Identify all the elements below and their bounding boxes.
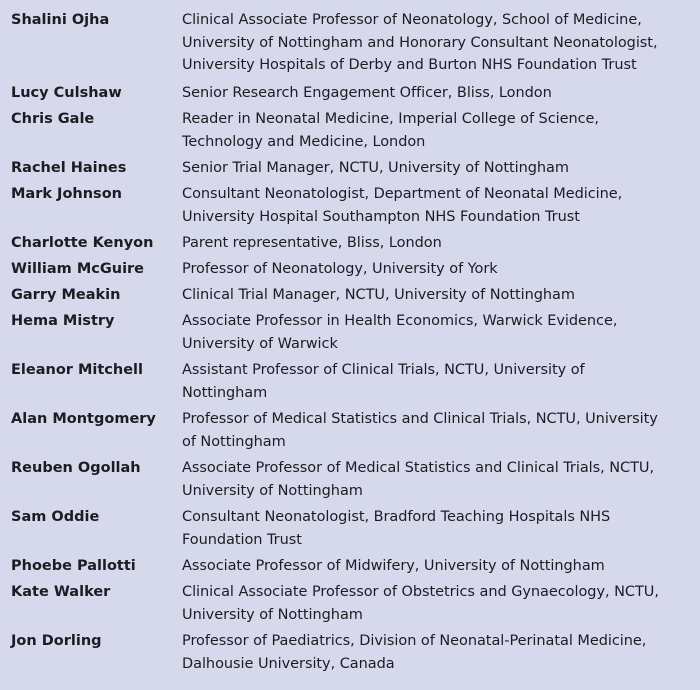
- affiliation-line: University of Nottingham: [182, 482, 363, 499]
- member-affiliation: [182, 408, 692, 453]
- affiliation-line: Professor of Paediatrics, Division of Neonatal-Perinatal Medicine,: [182, 633, 647, 649]
- member-affiliation: [182, 108, 692, 153]
- member-row: [0, 310, 700, 359]
- member-affiliation: [182, 183, 692, 228]
- member-name: Jon Dorling: [11, 633, 102, 649]
- affiliation-line: Clinical Associate Professor of Neonatology, School of Medicine,: [182, 12, 642, 28]
- member-name: Chris Gale: [11, 111, 95, 127]
- member-affiliation: [182, 82, 692, 105]
- affiliation-line: Technology and Medicine, London: [182, 133, 426, 150]
- member-name: Lucy Culshaw: [11, 85, 122, 101]
- member-name: Sam Oddie: [11, 509, 100, 525]
- affiliation-line: Parent representative, Bliss, London: [182, 235, 442, 251]
- member-name: Reuben Ogollah: [11, 460, 141, 476]
- member-name: Rachel Haines: [11, 160, 127, 176]
- member-row: [0, 359, 700, 408]
- member-name: Alan Montgomery: [11, 411, 156, 427]
- member-name: Mark Johnson: [11, 186, 122, 202]
- member-row: [0, 630, 700, 679]
- member-name: Eleanor Mitchell: [11, 362, 144, 378]
- affiliation-line: Dalhousie University, Canada: [182, 655, 395, 672]
- affiliation-line: Reader in Neonatal Medicine, Imperial College of Science,: [182, 111, 599, 127]
- affiliation-line: Foundation Trust: [182, 531, 302, 548]
- member-name: Kate Walker: [11, 584, 111, 600]
- affiliation-line: University of Nottingham: [182, 606, 363, 623]
- member-row: [0, 581, 700, 630]
- member-name: Phoebe Pallotti: [11, 558, 136, 574]
- member-affiliation: [182, 457, 692, 502]
- affiliation-line: University Hospital Southampton NHS Foundation Trust: [182, 208, 580, 225]
- member-row: [0, 284, 700, 310]
- affiliation-line: Clinical Associate Professor of Obstetrics and Gynaecology, NCTU,: [182, 584, 659, 600]
- affiliation-line: of Nottingham: [182, 433, 286, 450]
- member-row: [0, 232, 700, 258]
- member-affiliation: [182, 581, 692, 626]
- affiliation-line: Consultant Neonatologist, Department of Neonatal Medicine,: [182, 186, 623, 202]
- affiliation-line: Professor of Neonatology, University of York: [182, 261, 498, 277]
- member-name: Charlotte Kenyon: [11, 235, 154, 251]
- affiliation-line: Senior Research Engagement Officer, Bliss, London: [182, 85, 552, 101]
- affiliation-line: Associate Professor of Midwifery, University of Nottingham: [182, 558, 605, 574]
- affiliation-line: Assistant Professor of Clinical Trials, NCTU, University of: [182, 362, 585, 378]
- affiliation-line: University Hospitals of Derby and Burton NHS Foundation Trust: [182, 57, 637, 73]
- member-row: [0, 82, 700, 108]
- affiliation-line: Nottingham: [182, 384, 268, 401]
- member-affiliation: [182, 310, 692, 355]
- member-name: Shalini Ojha: [11, 12, 110, 28]
- member-name: Hema Mistry: [11, 313, 115, 329]
- member-affiliation: [182, 630, 692, 675]
- member-row: [0, 408, 700, 457]
- member-affiliation: [182, 555, 692, 578]
- member-row: [0, 9, 700, 82]
- member-affiliation: [182, 506, 692, 551]
- member-row: [0, 258, 700, 284]
- member-row: [0, 157, 700, 183]
- member-affiliation: [182, 9, 692, 77]
- affiliation-line: Associate Professor of Medical Statistics and Clinical Trials, NCTU,: [182, 460, 655, 476]
- member-row: [0, 555, 700, 581]
- member-row: [0, 457, 700, 506]
- affiliation-line: Consultant Neonatologist, Bradford Teaching Hospitals NHS: [182, 509, 611, 525]
- affiliation-line: University of Warwick: [182, 335, 338, 352]
- affiliation-line: Senior Trial Manager, NCTU, University of Nottingham: [182, 160, 569, 176]
- affiliation-line: Clinical Trial Manager, NCTU, University of Nottingham: [182, 287, 575, 303]
- member-name: William McGuire: [11, 261, 145, 277]
- affiliation-line: Associate Professor in Health Economics, Warwick Evidence,: [182, 313, 618, 329]
- member-row: [0, 183, 700, 232]
- member-affiliation: [182, 258, 692, 281]
- member-affiliation: [182, 157, 692, 180]
- member-row: [0, 108, 700, 157]
- member-affiliation: [182, 284, 692, 307]
- member-name: Garry Meakin: [11, 287, 121, 303]
- affiliation-line: University of Nottingham and Honorary Consultant Neonatologist,: [182, 34, 658, 51]
- affiliation-line: Professor of Medical Statistics and Clinical Trials, NCTU, University: [182, 411, 658, 427]
- member-affiliation: [182, 232, 692, 255]
- member-row: [0, 506, 700, 555]
- member-affiliation: [182, 359, 692, 404]
